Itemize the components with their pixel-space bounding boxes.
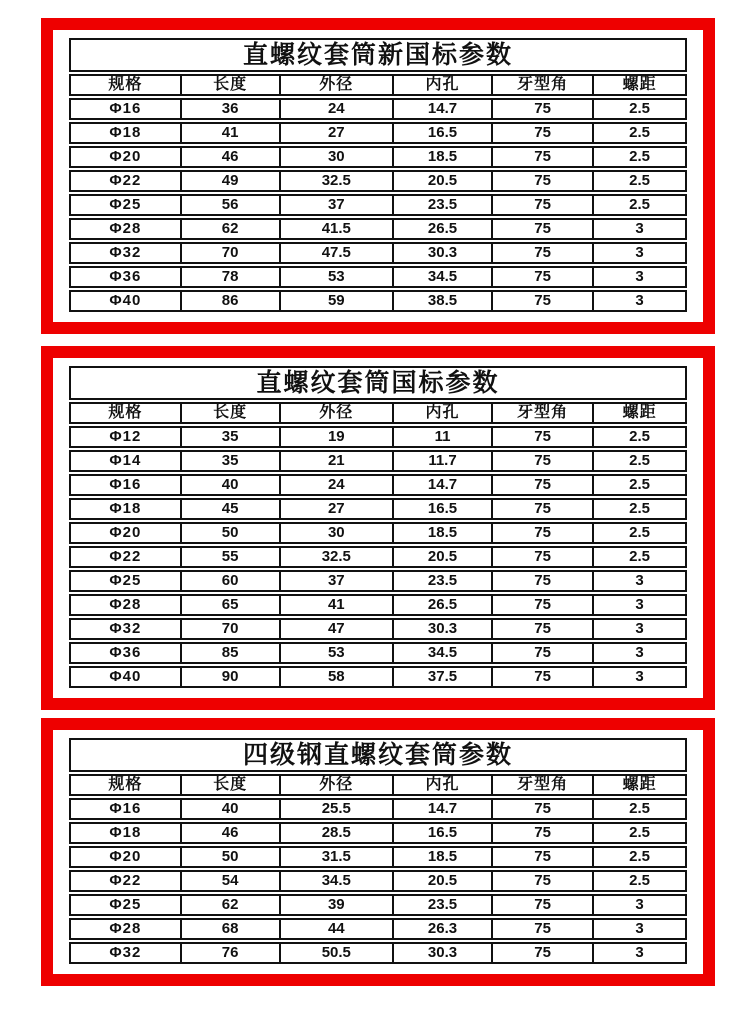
header-cell: 内孔 xyxy=(392,76,491,94)
cell: 34.5 xyxy=(392,644,491,662)
cell: 53 xyxy=(279,268,393,286)
cell: 37 xyxy=(279,196,393,214)
header-cell: 长度 xyxy=(180,776,279,794)
cell: 20.5 xyxy=(392,172,491,190)
cell: 26.5 xyxy=(392,220,491,238)
cell: 47 xyxy=(279,620,393,638)
cell: 3 xyxy=(592,244,685,262)
cell: Φ16 xyxy=(109,100,142,117)
cell: Φ20 xyxy=(109,524,142,541)
cell: 18.5 xyxy=(392,524,491,542)
cell: 53 xyxy=(279,644,393,662)
cell: 76 xyxy=(180,944,279,962)
cell: Φ22 xyxy=(109,548,142,565)
header-cell: 长度 xyxy=(180,404,279,422)
cell: 49 xyxy=(180,172,279,190)
cell: 40 xyxy=(180,476,279,494)
cell: 90 xyxy=(180,668,279,686)
header-cell: 长度 xyxy=(180,76,279,94)
cell: 75 xyxy=(491,644,592,662)
cell: 40 xyxy=(180,800,279,818)
cell: 2.5 xyxy=(592,196,685,214)
card-inner xyxy=(53,730,703,974)
cell: Φ36 xyxy=(109,644,142,661)
cell: Φ20 xyxy=(109,848,142,865)
cell: 2.5 xyxy=(592,148,685,166)
table-row xyxy=(69,642,687,664)
cell: Φ40 xyxy=(109,292,142,309)
cell: 50.5 xyxy=(279,944,393,962)
cell: Φ32 xyxy=(109,620,142,637)
cell: Φ22 xyxy=(109,872,142,889)
cell: 3 xyxy=(592,920,685,938)
cell: 75 xyxy=(491,268,592,286)
cell: 3 xyxy=(592,944,685,962)
cell: 34.5 xyxy=(392,268,491,286)
table-card-national-standard xyxy=(41,346,715,710)
card-inner xyxy=(53,358,703,698)
cell: 2.5 xyxy=(592,428,685,446)
header-cell: 外径 xyxy=(279,404,393,422)
cell: 35 xyxy=(180,428,279,446)
cell: 75 xyxy=(491,524,592,542)
table-row xyxy=(69,870,687,892)
cell: 75 xyxy=(491,848,592,866)
table-row xyxy=(69,170,687,192)
table-row xyxy=(69,146,687,168)
cell: 86 xyxy=(180,292,279,310)
cell: 23.5 xyxy=(392,896,491,914)
cell: 2.5 xyxy=(592,872,685,890)
cell: 41 xyxy=(180,124,279,142)
cell: 44 xyxy=(279,920,393,938)
table-row xyxy=(69,450,687,472)
cell: Φ18 xyxy=(109,124,142,141)
cell: 75 xyxy=(491,872,592,890)
header-cell: 规格 xyxy=(108,776,143,793)
cell: 39 xyxy=(279,896,393,914)
header-cell: 牙型角 xyxy=(491,76,592,94)
cell: 32.5 xyxy=(279,172,393,190)
cell: 50 xyxy=(180,524,279,542)
card-inner xyxy=(53,30,703,322)
cell: 75 xyxy=(491,548,592,566)
cell: 3 xyxy=(592,620,685,638)
cell: 32.5 xyxy=(279,548,393,566)
table-row xyxy=(69,594,687,616)
cell: 50 xyxy=(180,848,279,866)
cell: 38.5 xyxy=(392,292,491,310)
cell: 2.5 xyxy=(592,524,685,542)
cell: 18.5 xyxy=(392,148,491,166)
cell: Φ28 xyxy=(109,220,142,237)
header-cell: 螺距 xyxy=(592,76,685,94)
cell: 16.5 xyxy=(392,824,491,842)
cell: 37 xyxy=(279,572,393,590)
cell: 46 xyxy=(180,824,279,842)
table-row xyxy=(69,242,687,264)
cell: 85 xyxy=(180,644,279,662)
cell: Φ28 xyxy=(109,596,142,613)
cell: 75 xyxy=(491,148,592,166)
header-cell: 外径 xyxy=(279,76,393,94)
cell: 46 xyxy=(180,148,279,166)
cell: 24 xyxy=(279,476,393,494)
cell: 75 xyxy=(491,596,592,614)
table-card-grade4-steel xyxy=(41,718,715,986)
table-row xyxy=(69,522,687,544)
cell: 3 xyxy=(592,668,685,686)
cell: Φ32 xyxy=(109,244,142,261)
table-row xyxy=(69,918,687,940)
header-cell: 规格 xyxy=(108,76,143,93)
cell: 26.5 xyxy=(392,596,491,614)
cell: 31.5 xyxy=(279,848,393,866)
cell: Φ16 xyxy=(109,800,142,817)
cell: 16.5 xyxy=(392,124,491,142)
cell: 3 xyxy=(592,220,685,238)
cell: 56 xyxy=(180,196,279,214)
cell: 2.5 xyxy=(592,124,685,142)
cell: 75 xyxy=(491,572,592,590)
cell: 75 xyxy=(491,896,592,914)
cell: 75 xyxy=(491,620,592,638)
spec-table xyxy=(69,74,687,312)
cell: 2.5 xyxy=(592,848,685,866)
cell: 2.5 xyxy=(592,800,685,818)
cell: 41.5 xyxy=(279,220,393,238)
cell: 14.7 xyxy=(392,476,491,494)
cell: 75 xyxy=(491,944,592,962)
table-card-new-national-standard xyxy=(41,18,715,334)
cell: Φ18 xyxy=(109,500,142,517)
cell: 54 xyxy=(180,872,279,890)
cell: 30 xyxy=(279,148,393,166)
cell: 14.7 xyxy=(392,100,491,118)
cell: 75 xyxy=(491,172,592,190)
cell: 75 xyxy=(491,920,592,938)
cell: 30.3 xyxy=(392,620,491,638)
header-cell: 外径 xyxy=(279,776,393,794)
cell: 75 xyxy=(491,824,592,842)
cell: 47.5 xyxy=(279,244,393,262)
table-row xyxy=(69,894,687,916)
table-row xyxy=(69,290,687,312)
cell: 37.5 xyxy=(392,668,491,686)
cell: 75 xyxy=(491,800,592,818)
spec-table xyxy=(69,402,687,688)
cell: 3 xyxy=(592,268,685,286)
cell: 2.5 xyxy=(592,172,685,190)
table-row xyxy=(69,98,687,120)
cell: 25.5 xyxy=(279,800,393,818)
cell: 28.5 xyxy=(279,824,393,842)
table-title: 直螺纹套筒国标参数 xyxy=(69,366,687,400)
cell: 3 xyxy=(592,596,685,614)
table-row xyxy=(69,122,687,144)
cell: 75 xyxy=(491,292,592,310)
cell: 62 xyxy=(180,220,279,238)
cell: 24 xyxy=(279,100,393,118)
cell: 75 xyxy=(491,476,592,494)
cell: 65 xyxy=(180,596,279,614)
header-cell: 螺距 xyxy=(592,776,685,794)
spec-table xyxy=(69,774,687,964)
header-cell: 内孔 xyxy=(392,404,491,422)
cell: 30 xyxy=(279,524,393,542)
cell: 41 xyxy=(279,596,393,614)
cell: 14.7 xyxy=(392,800,491,818)
cell: Φ22 xyxy=(109,172,142,189)
cell: 75 xyxy=(491,124,592,142)
cell: 60 xyxy=(180,572,279,590)
cell: Φ18 xyxy=(109,824,142,841)
table-title: 直螺纹套筒新国标参数 xyxy=(69,38,687,72)
cell: 3 xyxy=(592,896,685,914)
cell: Φ28 xyxy=(109,920,142,937)
table-header-row xyxy=(69,774,687,796)
cell: 2.5 xyxy=(592,824,685,842)
cell: 3 xyxy=(592,572,685,590)
header-cell: 螺距 xyxy=(592,404,685,422)
cell: 23.5 xyxy=(392,196,491,214)
cell: 62 xyxy=(180,896,279,914)
cell: 36 xyxy=(180,100,279,118)
cell: 27 xyxy=(279,500,393,518)
cell: 55 xyxy=(180,548,279,566)
cell: 23.5 xyxy=(392,572,491,590)
cell: 3 xyxy=(592,644,685,662)
cell: 59 xyxy=(279,292,393,310)
cell: 11.7 xyxy=(392,452,491,470)
header-cell: 内孔 xyxy=(392,776,491,794)
cell: Φ40 xyxy=(109,668,142,685)
table-row xyxy=(69,426,687,448)
table-header-row xyxy=(69,402,687,424)
cell: 2.5 xyxy=(592,548,685,566)
cell: 2.5 xyxy=(592,100,685,118)
table-row xyxy=(69,498,687,520)
cell: 18.5 xyxy=(392,848,491,866)
table-row xyxy=(69,618,687,640)
cell: Φ16 xyxy=(109,476,142,493)
cell: 21 xyxy=(279,452,393,470)
table-header-row xyxy=(69,74,687,96)
cell: Φ20 xyxy=(109,148,142,165)
cell: 68 xyxy=(180,920,279,938)
cell: 75 xyxy=(491,668,592,686)
cell: 75 xyxy=(491,500,592,518)
table-row xyxy=(69,666,687,688)
cell: 27 xyxy=(279,124,393,142)
cell: 2.5 xyxy=(592,500,685,518)
table-row xyxy=(69,218,687,240)
header-cell: 牙型角 xyxy=(491,404,592,422)
cell: 70 xyxy=(180,244,279,262)
table-row xyxy=(69,546,687,568)
table-row xyxy=(69,822,687,844)
cell: 78 xyxy=(180,268,279,286)
cell: 30.3 xyxy=(392,244,491,262)
table-row xyxy=(69,474,687,496)
cell: 26.3 xyxy=(392,920,491,938)
cell: 75 xyxy=(491,196,592,214)
cell: 70 xyxy=(180,620,279,638)
cell: 45 xyxy=(180,500,279,518)
cell: 75 xyxy=(491,244,592,262)
cell: Φ25 xyxy=(109,196,142,213)
cell: 75 xyxy=(491,428,592,446)
cell: 34.5 xyxy=(279,872,393,890)
table-title: 四级钢直螺纹套筒参数 xyxy=(69,738,687,772)
cell: 58 xyxy=(279,668,393,686)
cell: 30.3 xyxy=(392,944,491,962)
cell: Φ14 xyxy=(109,452,142,469)
table-row xyxy=(69,570,687,592)
cell: Φ25 xyxy=(109,896,142,913)
cell: 2.5 xyxy=(592,452,685,470)
header-cell: 牙型角 xyxy=(491,776,592,794)
table-row xyxy=(69,266,687,288)
cell: 75 xyxy=(491,220,592,238)
header-cell: 规格 xyxy=(108,404,143,421)
cell: 20.5 xyxy=(392,872,491,890)
product-spec-page xyxy=(0,18,750,1034)
table-row xyxy=(69,798,687,820)
table-row xyxy=(69,194,687,216)
cell: 20.5 xyxy=(392,548,491,566)
cell: Φ32 xyxy=(109,944,142,961)
table-row xyxy=(69,846,687,868)
cell: 19 xyxy=(279,428,393,446)
table-row xyxy=(69,942,687,964)
cell: 35 xyxy=(180,452,279,470)
cell: 2.5 xyxy=(592,476,685,494)
cell: Φ12 xyxy=(109,428,142,445)
cell: Φ36 xyxy=(109,268,142,285)
cell: Φ25 xyxy=(109,572,142,589)
cell: 11 xyxy=(392,428,491,446)
cell: 3 xyxy=(592,292,685,310)
cell: 16.5 xyxy=(392,500,491,518)
cell: 75 xyxy=(491,452,592,470)
cell: 75 xyxy=(491,100,592,118)
